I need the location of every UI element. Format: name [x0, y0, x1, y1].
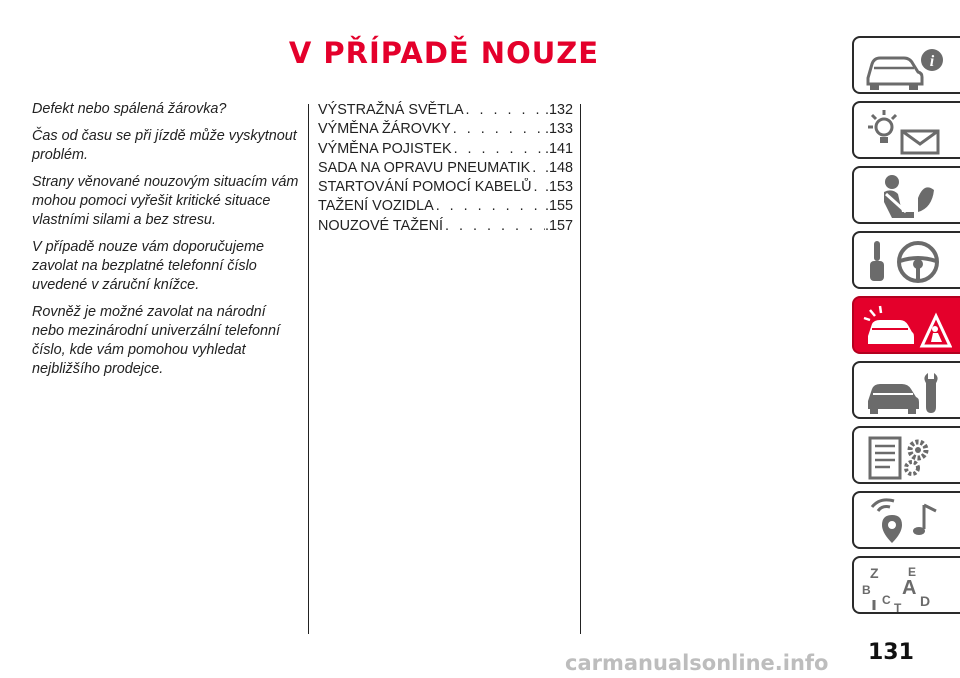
- toc-page: .157: [544, 217, 573, 234]
- chapter-tab-emergency[interactable]: [852, 296, 960, 354]
- toc-leader-dots: [451, 120, 545, 139]
- chapter-tab-maintenance[interactable]: [852, 361, 960, 419]
- svg-text:T: T: [894, 601, 902, 612]
- toc-page: .148: [544, 159, 573, 176]
- toc-label: NOUZOVÉ TAŽENÍ: [318, 217, 443, 234]
- toc-label: VÝSTRAŽNÁ SVĚTLA: [318, 102, 464, 118]
- chapter-tab-index[interactable]: [852, 556, 960, 614]
- chapter-tab-safety[interactable]: [852, 166, 960, 224]
- chapter-tab-vehicle-info[interactable]: [852, 36, 960, 94]
- warning-light-envelope-icon: [862, 107, 952, 157]
- toc-leader-dots: [532, 178, 545, 197]
- toc-leader-dots: [530, 159, 545, 178]
- intro-paragraph: V případě nouze vám doporučujeme zavolat na bezplatné telefonní číslo uvedené v záruční knížce.: [32, 239, 264, 293]
- toc-page: .141: [544, 140, 573, 157]
- toc-label: STARTOVÁNÍ POMOCÍ KABELŮ: [318, 179, 532, 196]
- car-info-icon: [862, 42, 952, 92]
- toc-page: .153: [544, 179, 573, 196]
- page-title: V PŘÍPADĚ NOUZE: [288, 36, 600, 70]
- toc-page: .133: [544, 121, 573, 138]
- car-wrench-icon: [862, 367, 952, 417]
- toc-leader-dots: [452, 140, 545, 159]
- toc-leader-dots: [443, 217, 545, 236]
- toc-label: TAŽENÍ VOZIDLA: [318, 198, 434, 215]
- page-number: 131: [868, 640, 914, 665]
- toc-label: VÝMĚNA ŽÁROVKY: [318, 121, 451, 138]
- toc-entry-warning-lights[interactable]: [318, 101, 573, 120]
- svg-text:A: A: [902, 577, 917, 599]
- chapter-tabs: [852, 36, 960, 621]
- seat-safety-icon: [862, 172, 952, 222]
- svg-text:E: E: [908, 565, 917, 579]
- key-steering-wheel-icon: [862, 237, 952, 287]
- toc-leader-dots: [434, 197, 545, 216]
- svg-text:C: C: [882, 593, 891, 607]
- car-breakdown-warning-icon: [862, 302, 952, 352]
- toc-page: .132: [544, 102, 573, 118]
- intro-paragraph: Strany věnované nouzovým situacím vám mohou pomoci vyřešit kritické situace vlastními silami a bez stresu.: [32, 174, 299, 228]
- intro-paragraph: Rovněž je možné zavolat na národní nebo mezinárodní univerzální telefonní číslo, kde vám pomohou vyhledat nejbližšího prodejce.: [32, 304, 280, 377]
- toc-page: .155: [544, 198, 573, 215]
- svg-text:i: i: [929, 53, 935, 70]
- watermark: carmanualsonline.info: [565, 651, 829, 675]
- toc-entry-bulb-replacement[interactable]: [318, 120, 573, 139]
- column-divider: [580, 104, 581, 634]
- toc-entry-tyre-repair-kit[interactable]: [318, 159, 573, 178]
- intro-paragraph: Defekt nebo spálená žárovka?: [32, 101, 227, 117]
- toc-entry-jump-start[interactable]: [318, 178, 573, 197]
- svg-text:Z: Z: [870, 565, 879, 581]
- chapter-tab-technical-data[interactable]: [852, 426, 960, 484]
- chapter-tab-warning-lights[interactable]: [852, 101, 960, 159]
- table-of-contents: [318, 101, 573, 236]
- toc-entry-fuse-replacement[interactable]: [318, 140, 573, 159]
- column-divider: [308, 104, 309, 634]
- chapter-tab-starting-driving[interactable]: [852, 231, 960, 289]
- list-gear-icon: [862, 432, 952, 482]
- toc-leader-dots: [464, 101, 545, 120]
- svg-text:B: B: [862, 583, 871, 597]
- chapter-tab-multimedia[interactable]: [852, 491, 960, 549]
- intro-paragraph: Čas od času se při jízdě může vyskytnout problém.: [32, 128, 297, 163]
- toc-entry-emergency-towing[interactable]: [318, 217, 573, 236]
- svg-text:D: D: [920, 593, 931, 609]
- intro-text: [32, 100, 300, 387]
- toc-label: SADA NA OPRAVU PNEUMATIK: [318, 159, 531, 176]
- toc-label: VÝMĚNA POJISTEK: [318, 140, 452, 157]
- alphabetical-index-icon: [862, 562, 952, 612]
- toc-entry-vehicle-towing[interactable]: [318, 197, 573, 216]
- location-music-icon: [862, 497, 952, 547]
